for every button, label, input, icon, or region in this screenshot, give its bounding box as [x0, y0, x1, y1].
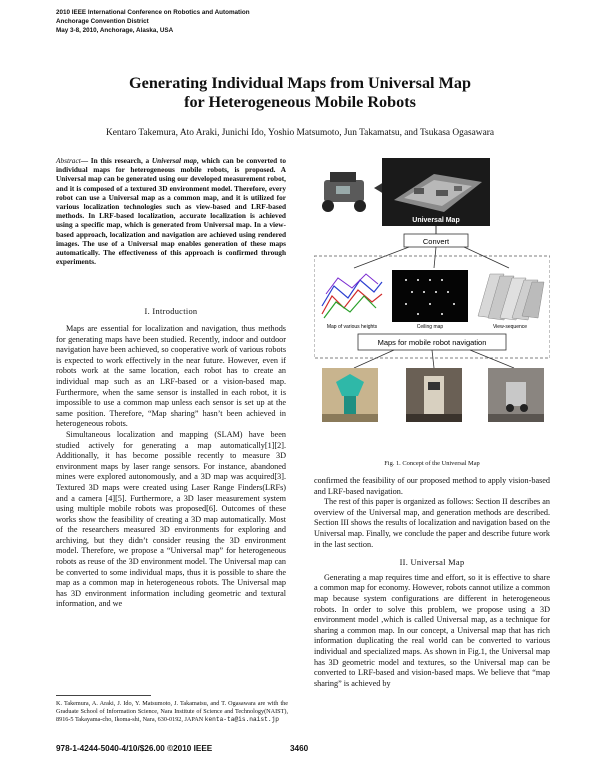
- right-column-body: [314, 476, 550, 689]
- measurement-robot-image: [316, 164, 374, 216]
- footer-isbn: 978-1-4244-5040-4/10/$26.00 ©2010 IEEE: [56, 744, 213, 753]
- view-sequence-label: View-sequence: [492, 324, 528, 330]
- footnote-text: K. Takemura, A. Araki, J. Ido, Y. Matsumoto, J. Takamatsu, and T. Ogasawara are with the Graduate School of Information Science, Nara Institute of Science and Technology(NAIST), 8916-5 Takayama-cho, Ikoma-shi, Nara, 630-0192, JAPAN: [56, 700, 288, 724]
- paragraph: The rest of this paper is organized as follows: Section II describes an overview of the Universal map, and generation methods are described. Section III shows the results of localization and navigation based on the Universal map. Finally, we conclude the paper and describe future work in the last section.: [314, 497, 550, 549]
- universal-map-image: [382, 158, 490, 226]
- abstract-dash: — In this research, a: [80, 156, 152, 165]
- left-column-body: [56, 324, 286, 610]
- section-2-title: II. Universal Map: [399, 558, 465, 568]
- abstract-lead: Abstract: [56, 156, 81, 165]
- abstract: [56, 156, 286, 266]
- title-line-2: for Heterogeneous Mobile Robots: [184, 93, 416, 111]
- ceiling-map-image: [392, 270, 468, 322]
- ceiling-map-label: Ceiling map: [416, 324, 444, 330]
- section-1-title: I. Introduction: [144, 307, 198, 316]
- paragraph: Generating a map requires time and effort, so it is effective to share a common map for economy. However, robots cannot utilize a common map because system configurations are different in heterogeneous robots. In order to solve this problem, we propose using a 3D environment model ,which is called Universal map, as a technique for sharing a common map. In our concept, a Universal map that has rich information duplicating the real world can be converted to various individual and specialized maps. As shown in Fig.1, the Universal map has 3D geometric model and textures, so the Universal map can be converted to LRF-based and vision-based maps. We believe that “map sharing” is achieved by: [314, 572, 550, 688]
- footnote-email: kenta-ta@is.naist.jp: [204, 716, 279, 724]
- height-map-image: [318, 270, 386, 322]
- title-line-1: Generating Individual Maps from Universal Map: [129, 74, 471, 92]
- footnote: [56, 700, 288, 724]
- figure-caption: Fig. 1. Concept of the Universal Map: [384, 460, 480, 467]
- paragraph: Maps are essential for localization and navigation, thus methods for generating maps have been studied. Recently, indoor and outdoor navigation have been achieved, so cooperative work of various robots is expected to work effectively in the near future. However, even if robots work at the same location, each robot has to create an individual map such as an LRF-based or a vision-based map. Furthermore, when the same sensor is installed in each robot, it is impossible to use a common map unless each sensor is set up at the same position. Therefore, “Map sharing” hasn’t been achieved in heterogeneous robots.: [56, 324, 286, 429]
- height-map-label: Map of various heights: [326, 324, 378, 330]
- robot-photo-2: [406, 368, 462, 422]
- abstract-text: , which can be converted to individual maps for heterogeneous mobile robots, is proposed. A Universal map can be generated using our developed measurement robot, and it is composed of a textured 3D environment model. Therefore, every robot can use a Universal map as a common map, and it is utilized for various localization technologies such as view-based and LRF-based methods. In LRF-based localization, accurate localization is achieved using a specific map, which is generated from Universal map. In a view-based approach, localization and navigation are achieved using rendered images. The use of a Universal map enables generation of these maps automatically. The effectiveness of this approach is confirmed through experiments.: [56, 156, 286, 267]
- paragraph: confirmed the feasibility of our proposed method to apply vision-based and LRF-based navigation.: [314, 476, 550, 496]
- paper-title: [40, 74, 560, 112]
- paragraph: Simultaneous localization and mapping (SLAM) have been studied actively for generating a map automatically[1][2]. Additionally, it has become possible recently to measure 3D environment maps by laser range sensors. For instance, abandoned mines were explored autonomously, and a 3D map was acquired[3]. Textured 3D maps were created using Laser Range Finders(LRFs) and a camera [4][5]. Furthermore, a 3D laser measurement system using multiple mobile robots was proposed[6]. Outcomes of these works show the feasibility of creating a 3D map automatically. Most of the researchers measured 3D environments for exploring and archiving, but they didn’t consider reusing the 3D environment model. Therefore, we propose a “Universal map” for heterogeneous robots as reuse of the 3D environment model. The Universal map can be converted to some individual maps, thus it is possible to share the map as a common map in heterogeneous robots. The Universal map has 3D environment information including geometric and textural information, and we: [56, 429, 286, 609]
- figure-1-graphic: [314, 156, 550, 456]
- universal-map-label: Universal Map: [412, 217, 460, 224]
- maps-navigation-label: Maps for mobile robot navigation: [377, 338, 487, 347]
- conference-line-3: May 3-8, 2010, Anchorage, Alaska, USA: [56, 27, 174, 34]
- view-sequence-image: [474, 270, 546, 322]
- convert-label: Convert: [422, 237, 450, 246]
- authors: Kentaro Takemura, Ato Araki, Junichi Ido, Yoshio Matsumoto, Jun Takamatsu, and Tsukasa Ogasawara: [105, 128, 495, 138]
- robot-photo-3: [488, 368, 544, 422]
- robot-photo-1: [322, 368, 378, 422]
- footnote-rule: [56, 695, 151, 696]
- page-number: 3460: [290, 744, 309, 753]
- figure-1: [314, 156, 550, 456]
- conference-line-1: 2010 IEEE International Conference on Robotics and Automation: [56, 9, 250, 16]
- conference-line-2: Anchorage Convention District: [56, 18, 149, 25]
- abstract-term: Universal map: [151, 156, 197, 165]
- conference-header: [56, 8, 250, 35]
